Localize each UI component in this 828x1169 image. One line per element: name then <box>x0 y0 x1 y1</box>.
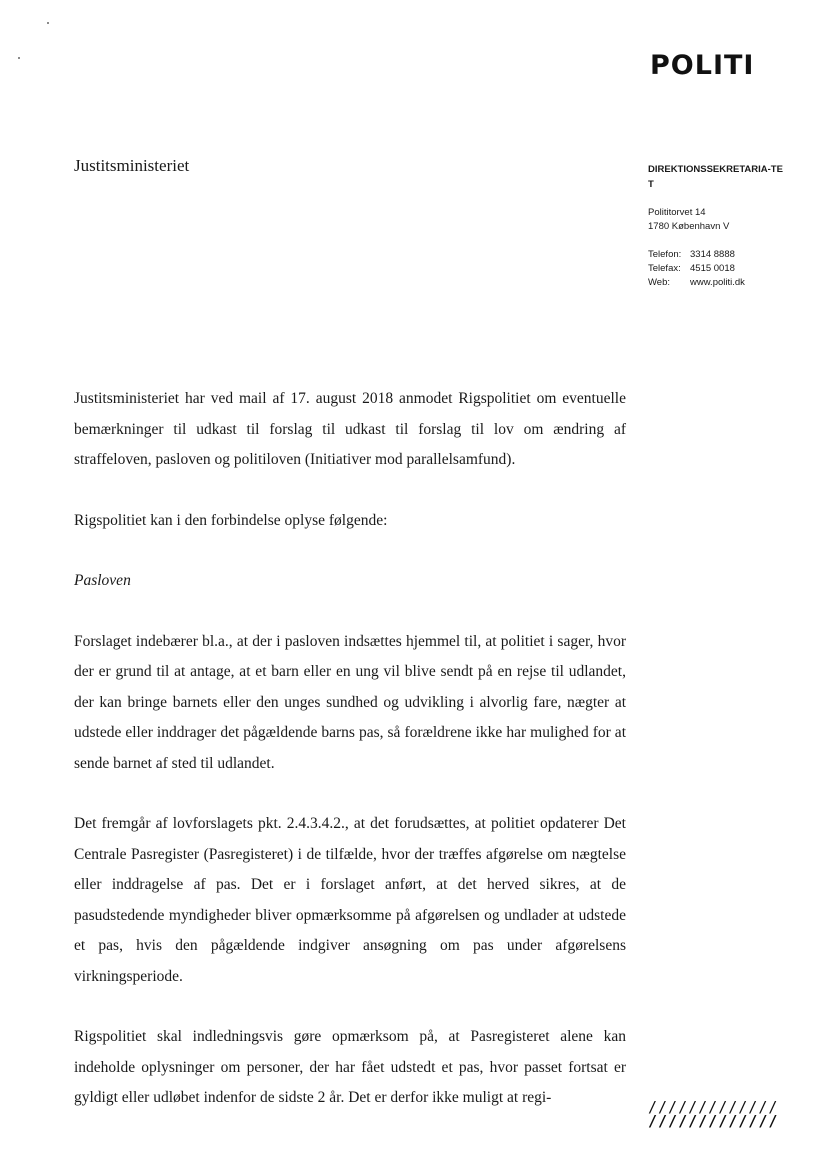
proposal-paragraph: Forslaget indebærer bl.a., at der i pasloven indsættes hjemmel til, at politiet i sager, hvor der er grund til at antage, at et barn eller en ung vil blive sendt på en rejse til udlandet, der kan bringe barnets eller den unges sundhed og udvikling i alvorlig fare, nægter at udstede eller inddrager det pågældende barns pas, så forældrene ikke har mulighed for at sende barnet af sted til udlandet. <box>74 632 626 772</box>
intro-paragraph: Justitsministeriet har ved mail af 17. august 2018 anmodet Rigspolitiet om eventuelle bemærkninger til udkast til forslag til udkast til forslag til lov om ændring af straffeloven, pasloven og politiloven (Initiativer mod parallelsamfund). <box>74 390 626 468</box>
politi-logo: POLITI <box>650 50 755 81</box>
web-link[interactable]: www.politi.dk <box>690 277 745 288</box>
fax-value: 4515 0018 <box>690 263 735 274</box>
department-name: DIREKTIONSSEKRETARIA-TET <box>648 164 783 190</box>
statement-paragraph: Rigspolitiet kan i den forbindelse oplyse følgende: <box>74 511 388 529</box>
sender-info-sidebar <box>648 162 818 304</box>
contact-block <box>648 248 818 290</box>
address-city: 1780 København V <box>648 221 730 232</box>
barcode <box>648 1100 778 1128</box>
phone-row <box>648 248 818 262</box>
address-block <box>648 206 818 234</box>
phone-label: Telefon: <box>648 249 682 260</box>
barcode-top-row: ///////////// <box>648 1098 779 1116</box>
scan-speck <box>18 57 20 59</box>
address-street: Polititorvet 14 <box>648 207 706 218</box>
barcode-bottom-row: ///////////// <box>648 1112 779 1130</box>
fax-row <box>648 262 818 276</box>
scan-speck <box>47 22 49 24</box>
recipient-name: Justitsministeriet <box>74 156 190 175</box>
registry-paragraph: Det fremgår af lovforslagets pkt. 2.4.3.4.2., at det forudsættes, at politiet opdaterer Det Centrale Pasregister (Pasregisteret) i de tilfælde, hvor der træffes afgørelse om nægtelse eller inddragelse af pas. Det er i forslaget anført, at det herved sikres, at de pasudstedende myndigheder bliver opmærksomme på afgørelsen og undlader at udstede et pas, hvis den pågældende indgiver ansøgning om pas under afgørelsens virkningsperiode. <box>74 815 626 985</box>
section-heading: Pasloven <box>74 572 131 589</box>
fax-label: Telefax: <box>648 263 681 274</box>
phone-value: 3314 8888 <box>690 249 735 260</box>
letter-body <box>74 384 626 1114</box>
web-label: Web: <box>648 277 671 288</box>
web-row <box>648 276 818 290</box>
remark-paragraph: Rigspolitiet skal indledningsvis gøre opmærksom på, at Pasregisteret alene kan indeholde oplysninger om personer, der har fået udstedt et pas, hvor passet fortsat er gyldigt eller udløbet indenfor de sidste 2 år. Det er derfor ikke muligt at regi- <box>74 1028 626 1106</box>
